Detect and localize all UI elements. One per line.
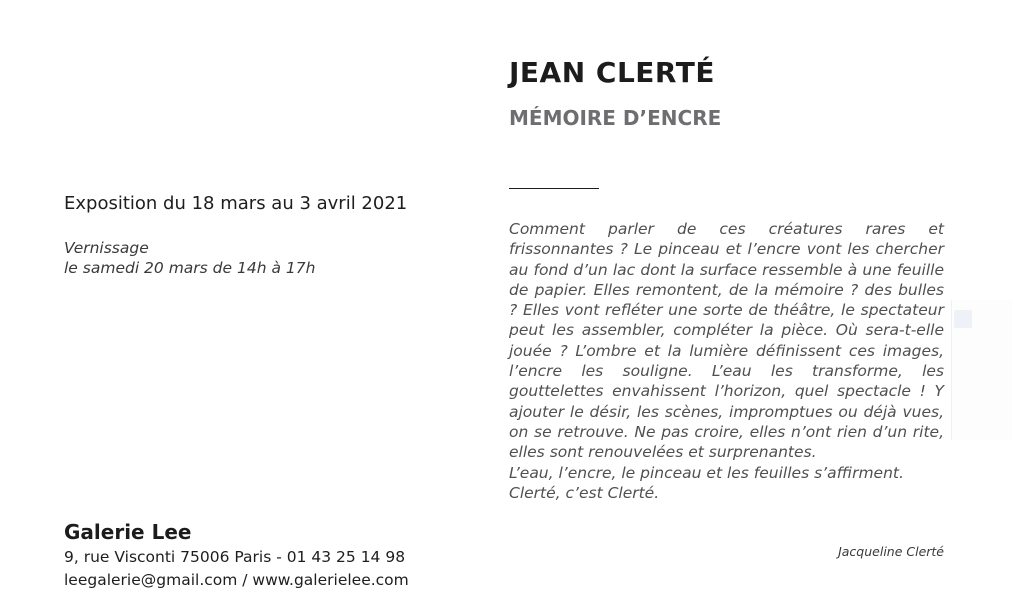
text-closing-line-1: L’eau, l’encre, le pinceau et les feuilles s’affirment. <box>509 463 904 482</box>
exhibition-text <box>509 219 944 503</box>
artist-name: JEAN CLERTÉ <box>509 56 715 89</box>
vernissage-block <box>64 238 315 278</box>
vernissage-label: Vernissage <box>64 239 149 257</box>
gallery-address: 9, rue Visconti 75006 Paris - 01 43 25 14 98 <box>64 548 406 566</box>
vernissage-time: le samedi 20 mars de 14h à 17h <box>64 259 316 277</box>
side-panel-edge <box>951 300 1012 440</box>
side-panel-button[interactable] <box>954 310 972 328</box>
exhibition-dates: Exposition du 18 mars au 3 avril 2021 <box>64 193 408 214</box>
gallery-name: Galerie Lee <box>64 520 192 544</box>
text-closing-line-2: Clerté, c’est Clerté. <box>509 483 660 502</box>
title-divider <box>509 188 599 189</box>
text-paragraph: Comment parler de ces créatures rares et frissonnantes ? Le pinceau et l’encre vont les chercher au fond d’un lac dont la surface ressemble à une feuille de papier. Elles remontent, de la mémoire ? des bulles ? Elles vont refléter une sorte de théâtre, le spectateur peut les assembler, compléter la pièce. Où sera-t-elle jouée ? L’ombre et la lumière définissent ces images, l’encre les souligne. L’eau les transforme, les gouttelettes envahissent l’horizon, quel spectacle ! Y ajouter le désir, les scènes, impromptues ou déjà vues, on se retrouve. Ne pas croire, elles n’ont rien d’un rite, elles sont renouvelées et surprenantes. <box>509 220 944 462</box>
gallery-contact: leegalerie@gmail.com / www.galerielee.com <box>64 571 409 589</box>
exhibition-title: MÉMOIRE D’ENCRE <box>509 106 722 130</box>
text-signature: Jacqueline Clerté <box>838 544 944 559</box>
